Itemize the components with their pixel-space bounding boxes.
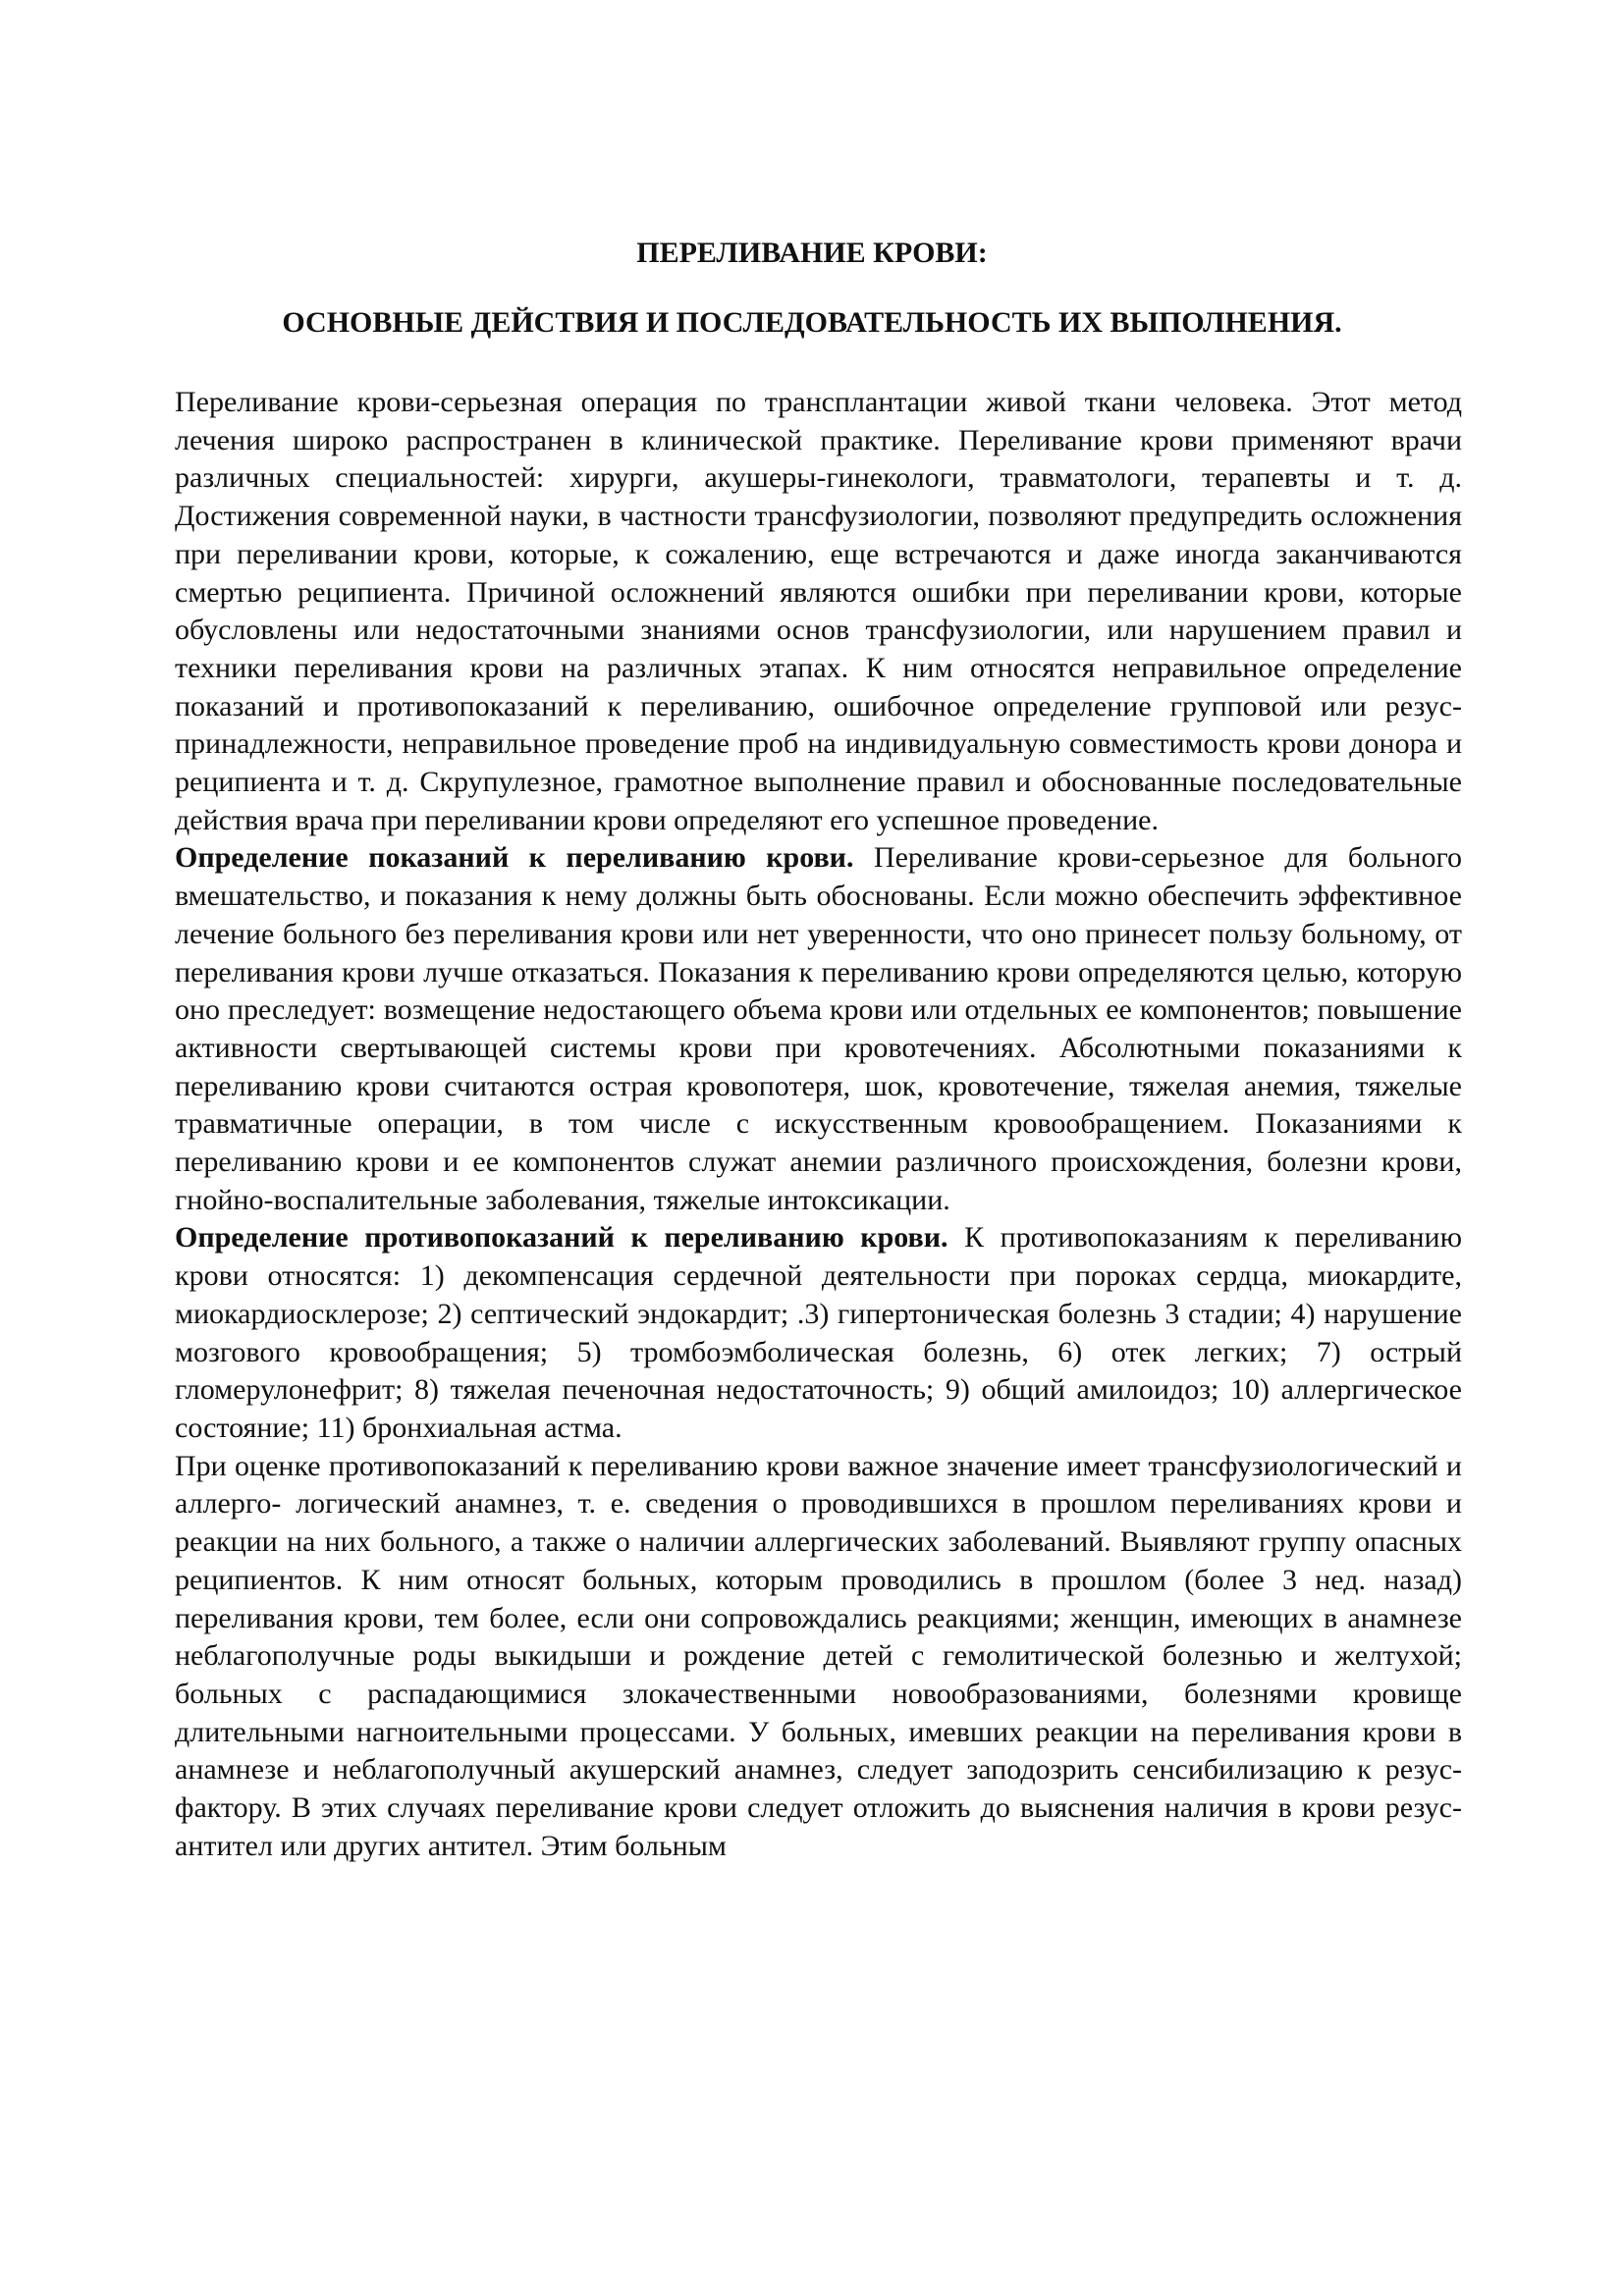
paragraph-intro	[175, 384, 1462, 839]
paragraph-heading: Определение противопоказаний к переливанию крови.	[175, 1221, 948, 1255]
paragraph-text: Переливание крови-серьезная операция по трансплантации живой ткани человека. Этот метод лечения широко распространен в клинической практике. Переливание крови применяют врачи различных специальностей: хирурги, акушеры-гинекологи, травматологи, терапевты и т. д. Достижения современной науки, в частности трансфузиологии, позволяют предупредить осложнения при переливании крови, которые, к сожалению, еще встречаются и даже иногда заканчиваются смертью реципиента. Причиной осложнений являются ошибки при переливании крови, которые обусловлены или недостаточными знаниями основ трансфузиологии, или нарушением правил и техники переливания крови на различных этапах. К ним относятся неправильное определение показаний и противопоказаний к переливанию, ошибочное определение групповой или резус-принадлежности, неправильное проведение проб на индивидуальную совместимость крови донора и реципиента и т. д. Скрупулезное, грамотное выполнение правил и обоснованные последовательные действия врача при переливании крови определяют его успешное проведение.	[175, 386, 1462, 836]
paragraph-text: К противопоказаниям к переливанию крови относятся: 1) декомпенсация сердечной деятельности при пороках сердца, миокардите, миокардиосклерозе; 2) септический эндокардит; .3) гипертоническая болезнь 3 стадии; 4) нарушение мозгового кровообращения; 5) тромбоэмболическая болезнь, 6) отек легких; 7) острый гломерулонефрит; 8) тяжелая печеночная недостаточность; 9) общий амилоидоз; 10) аллергическое состояние; 11) бронхиальная астма.	[175, 1221, 1462, 1444]
document-title: ПЕРЕЛИВАНИЕ КРОВИ:	[636, 237, 988, 269]
paragraph-assessment	[175, 1448, 1462, 1866]
paragraph-heading: Определение показаний к переливанию крови.	[175, 841, 854, 875]
paragraph-text: При оценке противопоказаний к переливанию крови важное значение имеет трансфузиологический и аллерго- логический анамнез, т. е. сведения о проводившихся в прошлом переливаниях крови и реакции на них больного, а также о наличии аллергических заболеваний. Выявляют группу опасных реципиентов. К ним относят больных, которым проводились в прошлом (более 3 нед. назад) переливания крови, тем более, если они сопровождались реакциями; женщин, имеющих в анамнезе неблагополучные роды выкидыши и рождение детей с гемолитической болезнью и желтухой; больных с распадающимися злокачественными новообразованиями, болезнями кровище длительными нагноительными процессами. У больных, имевших реакции на переливания крови в анамнезе и неблагополучный акушерский анамнез, следует заподозрить сенсибилизацию к резус-фактору. В этих случаях переливание крови следует отложить до выяснения наличия в крови резус-антител или других антител. Этим больным	[175, 1449, 1462, 1862]
document-subtitle: ОСНОВНЫЕ ДЕЙСТВИЯ И ПОСЛЕДОВАТЕЛЬНОСТЬ ИХ ВЫПОЛНЕНИЯ.	[282, 306, 1342, 339]
paragraph-indications	[175, 839, 1462, 1219]
document-body	[175, 384, 1462, 1865]
paragraph-text: Переливание крови-серьезное для больного вмешательство, и показания к нему должны быть обоснованы. Если можно обеспечить эффективное лечение больного без переливания крови или нет уверенности, что оно принесет пользу больному, от переливания крови лучше отказаться. Показания к переливанию крови определяются целью, которую оно преследует: возмещение недостающего объема крови или отдельных ее компонентов; повышение активности свертывающей системы крови при кровотечениях. Абсолютными показаниями к переливанию крови считаются острая кровопотеря, шок, кровотечение, тяжелая анемия, тяжелые травматичные операции, в том числе с искусственным кровообращением. Показаниями к переливанию крови и ее компонентов служат анемии различного происхождения, болезни крови, гнойно-воспалительные заболевания, тяжелые интоксикации.	[175, 841, 1463, 1216]
paragraph-contraindications	[175, 1219, 1462, 1447]
